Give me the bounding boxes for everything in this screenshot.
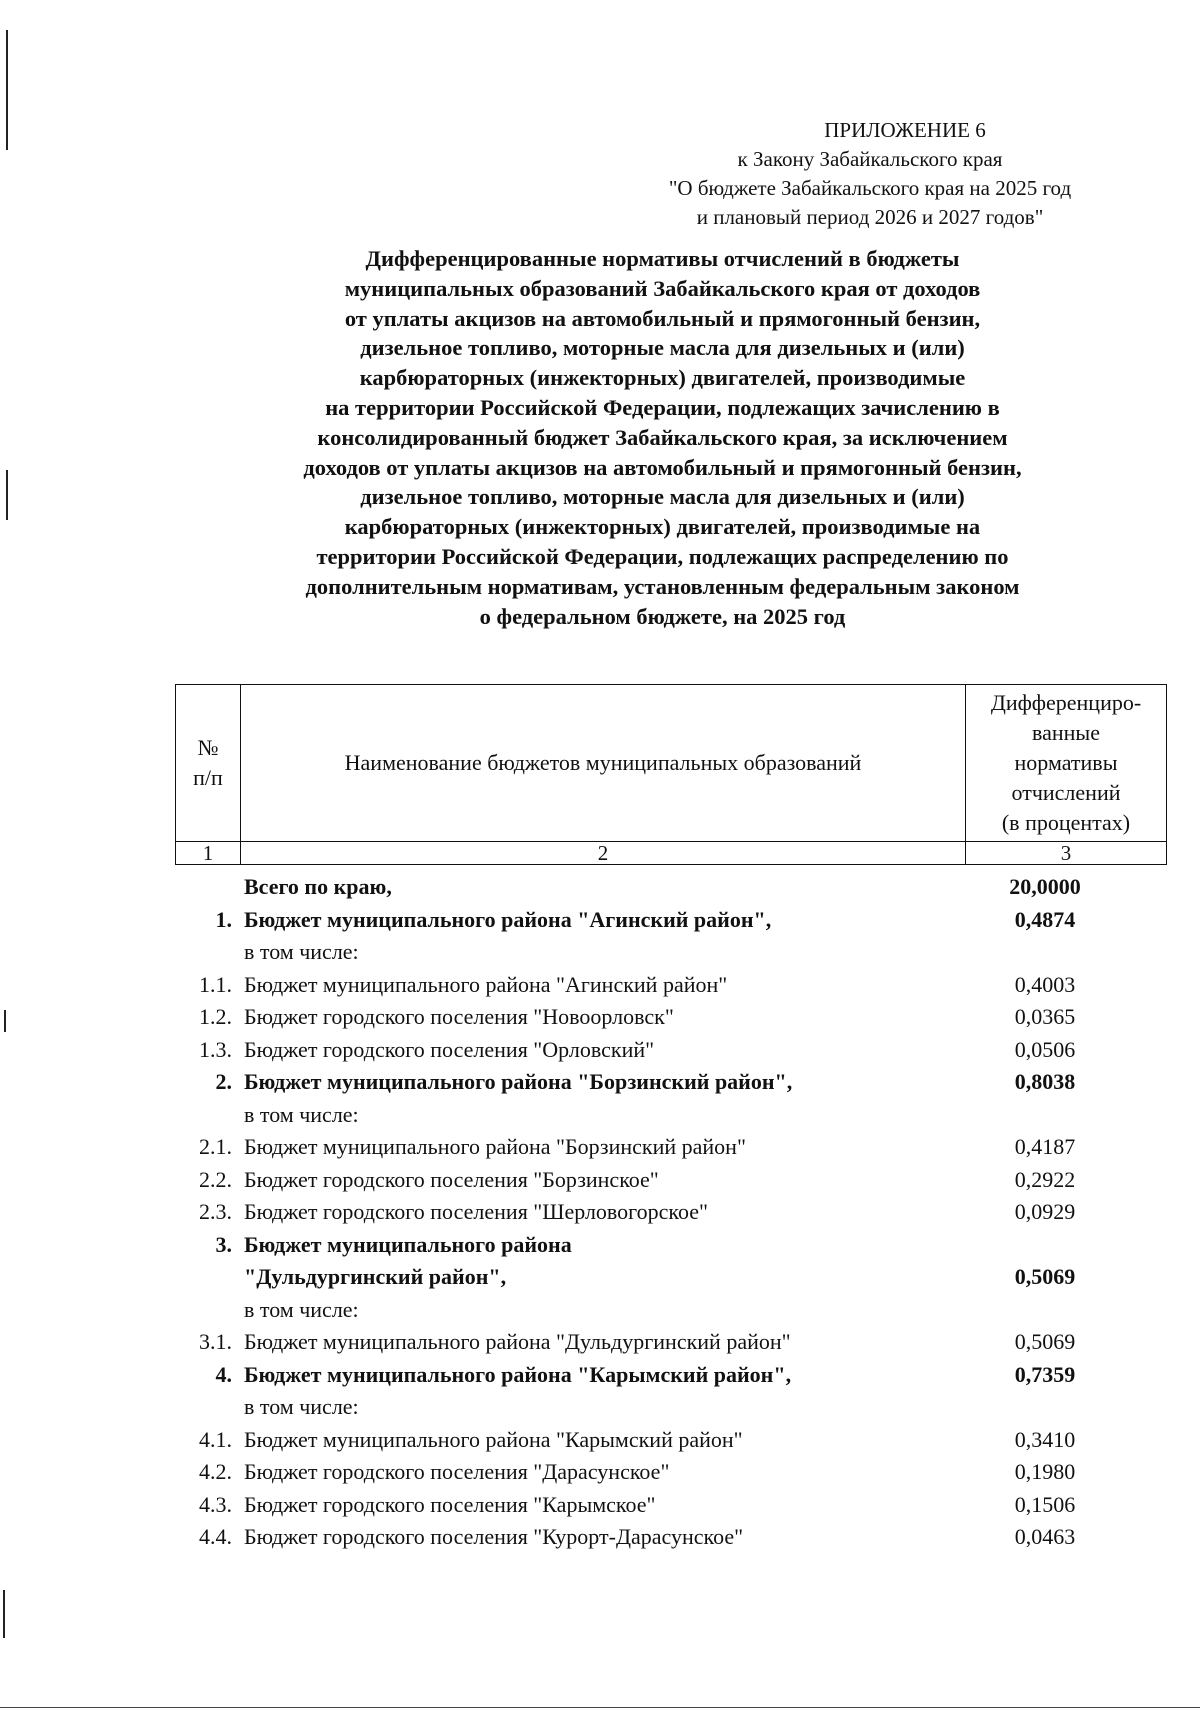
row-value: 0,0463: [1014, 1524, 1076, 1549]
row-name: в том числе:: [244, 1101, 359, 1127]
title-line: от уплаты акцизов на автомобильный и прямогонный бензин,: [344, 305, 981, 331]
header-norm-cell: [966, 685, 1167, 842]
title-line: на территории Российской Федерации, подлежащих зачислению в: [325, 394, 1000, 420]
row-value: 0,8038: [1014, 1069, 1076, 1094]
row-number: 4.4.: [199, 1524, 232, 1549]
row-number: 4.: [215, 1361, 232, 1387]
header-number-abbr: п/п: [193, 765, 223, 790]
column-number-row: [176, 842, 1167, 865]
appendix-law-title: "О бюджете Забайкальского края на 2025 год: [668, 176, 1072, 200]
row-number: 4.2.: [199, 1459, 232, 1484]
table-row-total: [175, 871, 1167, 904]
table-row: [175, 1456, 1167, 1489]
document-title: [160, 244, 1165, 631]
row-value: 0,0365: [1014, 1004, 1076, 1029]
row-name: Бюджет муниципального района "Карымский район": [244, 1426, 743, 1452]
column-number-3: 3: [966, 842, 1167, 865]
row-value: 0,2922: [1014, 1166, 1076, 1192]
row-name: Бюджет городского поселения "Карымское": [244, 1491, 656, 1517]
table-row: [175, 1001, 1167, 1034]
row-name: Бюджет муниципального района: [244, 1231, 572, 1257]
title-line: муниципальных образований Забайкальского края от доходов: [344, 275, 981, 301]
row-name: "Дульдургинский район",: [244, 1264, 507, 1289]
row-number: 1.1.: [199, 971, 232, 997]
row-name: в том числе:: [244, 1296, 359, 1322]
row-name: Бюджет городского поселения "Дарасунское": [244, 1459, 670, 1484]
appendix-label: ПРИЛОЖЕНИЕ 6: [824, 118, 986, 142]
header-norm-line: нормативы: [1014, 750, 1118, 775]
header-row: [176, 685, 1167, 842]
row-value: 0,4187: [1014, 1134, 1076, 1159]
row-name: в том числе:: [244, 939, 359, 964]
row-number: 2.1.: [199, 1134, 232, 1159]
row-value: 0,5069: [1014, 1329, 1076, 1354]
row-number: 2.: [215, 1069, 232, 1094]
table-row: [175, 1099, 1167, 1132]
row-name: Всего по краю,: [244, 874, 392, 899]
page-bottom-edge: [0, 1707, 1200, 1708]
row-number: 3.1.: [199, 1329, 232, 1354]
row-value: 0,5069: [1014, 1264, 1076, 1289]
title-line: территории Российской Федерации, подлежащих распределению по: [316, 543, 1009, 569]
title-line: Дифференцированные нормативы отчислений в бюджеты: [365, 246, 960, 271]
row-value: 0,1980: [1014, 1459, 1076, 1484]
row-name: Бюджет городского поселения "Новоорловск": [244, 1004, 674, 1029]
budget-rows: [175, 871, 1167, 1554]
title-line: консолидированный бюджет Забайкальского края, за исключением: [317, 424, 1008, 450]
row-value: 0,1506: [1014, 1491, 1076, 1517]
scan-mark-middle: [6, 470, 8, 520]
header-name-cell: Наименование бюджетов муниципальных образований: [241, 685, 966, 842]
row-number: 2.2.: [199, 1166, 232, 1192]
table-row: [175, 1196, 1167, 1229]
table-row: [175, 936, 1167, 969]
table-row: [175, 1229, 1167, 1262]
table-row: [175, 1034, 1167, 1067]
title-line: карбюраторных (инжекторных) двигателей, производимые: [359, 365, 966, 391]
row-name: Бюджет муниципального района "Агинский район",: [244, 906, 772, 932]
row-value: 0,4003: [1014, 971, 1076, 997]
row-number: 2.3.: [199, 1199, 232, 1224]
row-number: 1.: [215, 906, 232, 932]
header-norm-line: (в процентах): [1001, 810, 1131, 835]
title-line: дополнительным нормативам, установленным федеральным законом: [305, 573, 1020, 599]
title-line: карбюраторных (инжекторных) двигателей, производимые на: [344, 514, 981, 540]
title-line: дизельное топливо, моторные масла для дизельных и (или): [360, 335, 965, 361]
row-name: Бюджет муниципального района "Борзинский район": [244, 1134, 746, 1159]
row-number: 4.3.: [199, 1491, 232, 1517]
table-row: [175, 1131, 1167, 1164]
header-number-sign: №: [197, 735, 219, 760]
column-number-2: 2: [241, 842, 966, 865]
header-number-cell: [176, 685, 241, 842]
row-value: 0,4874: [1014, 906, 1076, 932]
row-name: Бюджет городского поселения "Орловский": [244, 1036, 655, 1062]
table-row: [175, 1521, 1167, 1554]
appendix-block: [620, 116, 1120, 232]
scan-mark-top: [6, 30, 8, 150]
table-row: [175, 1294, 1167, 1327]
row-name: Бюджет муниципального района "Дульдургинский район": [244, 1329, 791, 1354]
row-name: Бюджет городского поселения "Курорт-Дарасунское": [244, 1524, 744, 1549]
row-name: Бюджет муниципального района "Агинский район": [244, 971, 728, 997]
title-line: о федеральном бюджете, на 2025 год: [479, 603, 846, 629]
header-norm-line: отчислений: [1011, 780, 1121, 805]
table-row: [175, 1261, 1167, 1294]
row-name: Бюджет городского поселения "Шерловогорское": [244, 1199, 708, 1224]
appendix-law-period: и плановый период 2026 и 2027 годов": [696, 205, 1044, 229]
column-number-1: 1: [176, 842, 241, 865]
row-value: 0,0929: [1014, 1199, 1076, 1224]
header-norm-line: ванные: [1032, 720, 1100, 745]
row-name: Бюджет городского поселения "Борзинское": [244, 1166, 659, 1192]
header-norm-line: Дифференциро-: [990, 690, 1142, 715]
title-line: доходов от уплаты акцизов на автомобильный и прямогонный бензин,: [303, 454, 1022, 480]
table-header: [175, 684, 1167, 865]
row-value: 0,0506: [1014, 1036, 1076, 1062]
row-name: Бюджет муниципального района "Карымский район",: [244, 1361, 792, 1387]
row-name: в том числе:: [244, 1394, 359, 1419]
scan-mark-lower: [4, 1010, 6, 1032]
table-row: [175, 969, 1167, 1002]
title-line: дизельное топливо, моторные масла для дизельных и (или): [360, 484, 965, 510]
appendix-law-ref: к Закону Забайкальского края: [737, 147, 1003, 171]
row-name: Бюджет муниципального района "Борзинский район",: [244, 1069, 793, 1094]
row-number: 1.3.: [199, 1036, 232, 1062]
scan-mark-bottom: [3, 1590, 5, 1638]
row-number: 1.2.: [199, 1004, 232, 1029]
row-value: 0,7359: [1014, 1361, 1076, 1387]
table-row: [175, 1066, 1167, 1099]
table-row: [175, 1424, 1167, 1457]
row-value: 0,3410: [1014, 1426, 1076, 1452]
table-row: [175, 1326, 1167, 1359]
table-row: [175, 904, 1167, 937]
table-row: [175, 1359, 1167, 1392]
row-number: 4.1.: [199, 1426, 232, 1452]
row-value: 20,0000: [1009, 874, 1081, 899]
table-row: [175, 1164, 1167, 1197]
table-row: [175, 1489, 1167, 1522]
table-row: [175, 1391, 1167, 1424]
row-number: 3.: [215, 1231, 232, 1257]
